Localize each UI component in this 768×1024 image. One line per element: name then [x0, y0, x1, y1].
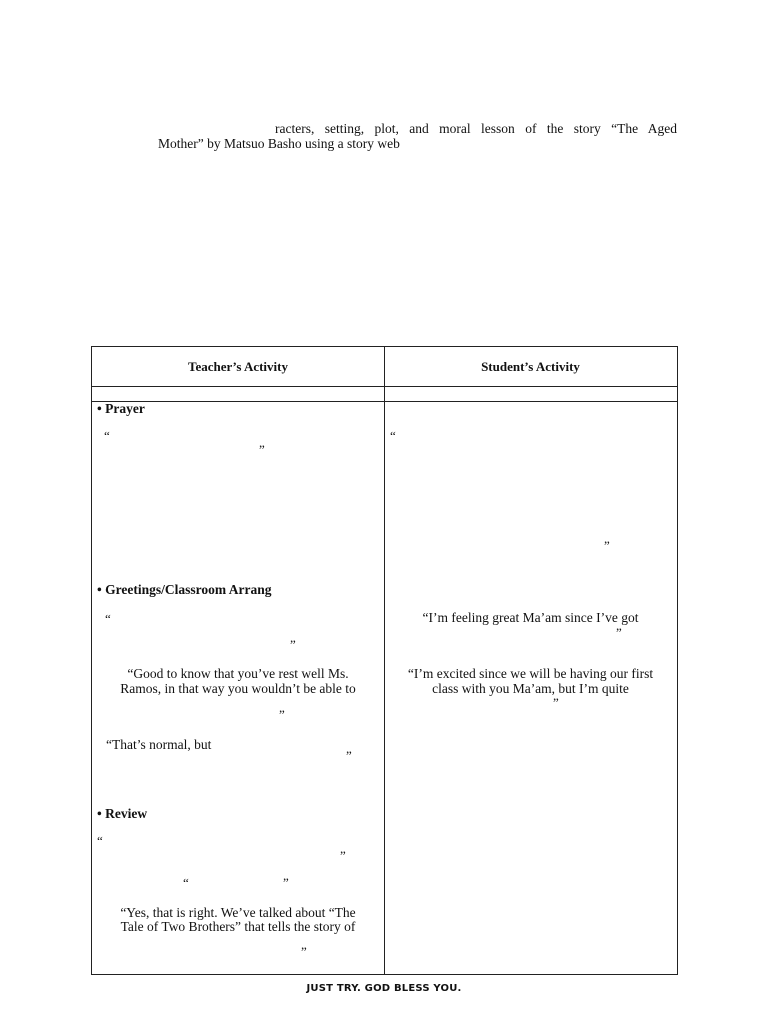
header-row-divider — [92, 386, 677, 387]
tale-line-1: “Yes, that is right. We’ve talked about “The — [120, 905, 356, 920]
student-prayer-close-quote: ” — [604, 538, 610, 553]
intro-line-2: Mother” by Matsuo Basho using a story web — [158, 136, 400, 151]
student-activity-header: Student’s Activity — [481, 359, 580, 374]
feeling-great-close-quote: ” — [616, 625, 622, 640]
review-open-quote: “ — [97, 833, 103, 848]
excited-close-quote: ” — [553, 695, 559, 710]
teacher-prayer-close-quote: ” — [259, 442, 265, 457]
teacher-activity-header: Teacher’s Activity — [187, 359, 288, 374]
footer-text: JUST TRY. GOD BLESS YOU. — [306, 983, 462, 994]
greetings-open-quote: “ — [105, 611, 111, 626]
review-inner-close-quote: ” — [283, 875, 289, 890]
rest-well-line-2: Ramos, in that way you wouldn’t be able to — [120, 681, 356, 696]
rest-well-line-1: “Good to know that you’ve rest well Ms. — [127, 666, 349, 681]
greetings-close-quote: ” — [290, 637, 296, 652]
normal-close-quote: ” — [346, 748, 352, 763]
teacher-prayer-open-quote: “ — [104, 428, 110, 443]
excited-line-1: “I’m excited since we will be having our first — [407, 666, 654, 681]
greetings-heading: • Greetings/Classroom Arrang — [97, 582, 272, 597]
feeling-great-line: “I’m feeling great Ma’am since I’ve got — [422, 610, 639, 625]
normal-line: “That’s normal, but — [106, 737, 212, 752]
rest-well-close-quote: ” — [279, 707, 285, 722]
review-close-quote: ” — [340, 848, 346, 863]
review-inner-open-quote: “ — [183, 875, 189, 890]
intro-line-1: racters, setting, plot, and moral lesson of the story “The Aged — [275, 121, 677, 136]
student-prayer-open-quote: “ — [390, 428, 396, 443]
excited-line-2: class with you Ma’am, but I’m quite — [432, 681, 629, 696]
review-heading: • Review — [97, 806, 148, 821]
tale-line-2: Tale of Two Brothers” that tells the story of — [120, 919, 356, 934]
prayer-heading: • Prayer — [97, 401, 145, 416]
blank-row-divider — [92, 401, 677, 402]
tale-close-quote: ” — [301, 944, 307, 959]
activity-table — [91, 346, 678, 975]
column-divider — [384, 347, 385, 974]
